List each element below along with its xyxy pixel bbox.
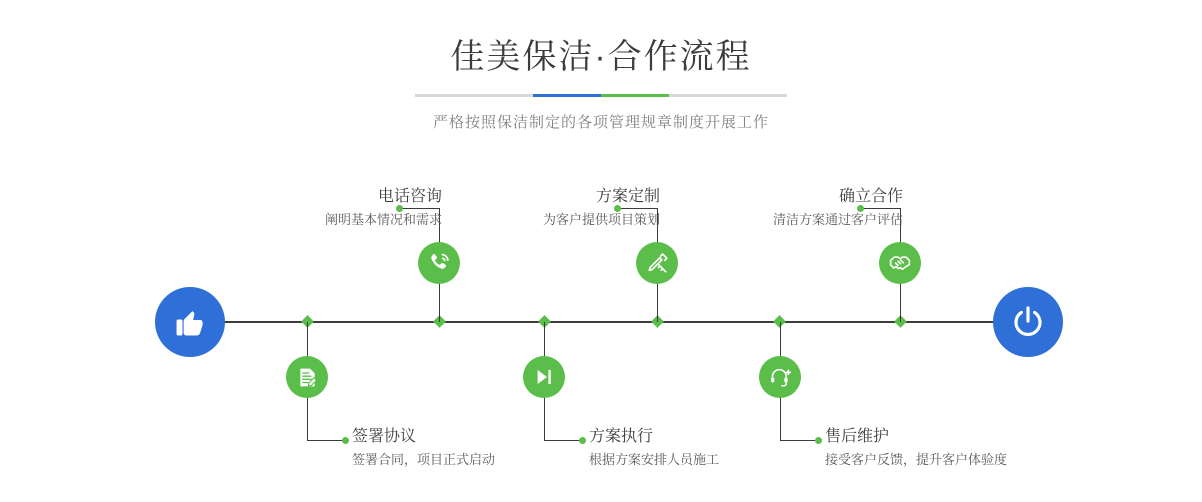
step-title-3: 方案定制 [595, 188, 660, 205]
end-node [993, 287, 1063, 357]
divider-segment-green [601, 94, 669, 97]
power-icon [1010, 304, 1046, 340]
step-desc-5: 清洁方案通过客户评估 [772, 212, 903, 227]
step-label-2 [352, 426, 495, 470]
step-icon-3 [636, 242, 678, 284]
pen-ruler-icon [646, 252, 669, 275]
step-label-4 [589, 426, 719, 470]
connector-hline-6 [780, 440, 818, 441]
play-forward-icon [533, 366, 555, 388]
step-icon-4 [523, 356, 565, 398]
step-label-3 [466, 186, 660, 230]
divider-segment-blue [533, 94, 601, 97]
step-label-6 [825, 426, 1007, 470]
step-desc-6: 接受客户反馈，提升客户体验度 [825, 452, 1008, 467]
step-title-4: 方案执行 [589, 428, 654, 445]
connector-hline-4 [544, 440, 582, 441]
connector-tip-2 [342, 437, 349, 444]
page-subtitle: 严格按照保洁制定的各项管理规章制度开展工作 [432, 114, 769, 131]
thumbs-up-icon [173, 305, 207, 339]
phone-call-icon [427, 251, 451, 275]
document-edit-icon [296, 366, 319, 389]
step-desc-3: 为客户提供项目策划 [542, 212, 660, 227]
step-icon-2 [286, 356, 328, 398]
step-desc-1: 阐明基本情况和需求 [324, 212, 442, 227]
header [0, 34, 1202, 132]
step-title-2: 签署协议 [352, 428, 417, 445]
connector-hline-2 [307, 440, 345, 441]
step-icon-1 [418, 242, 460, 284]
connector-tip-6 [815, 437, 822, 444]
start-node [155, 287, 225, 357]
step-desc-2: 签署合同，项目正式启动 [352, 452, 496, 467]
step-title-1: 电话咨询 [377, 188, 442, 205]
step-title-5: 确立合作 [838, 188, 903, 205]
title-divider [415, 94, 787, 97]
step-label-5 [700, 186, 903, 230]
step-title-6: 售后维护 [825, 428, 890, 445]
handshake-icon [888, 251, 912, 275]
headset-support-icon [769, 366, 792, 389]
step-desc-4: 根据方案安排人员施工 [589, 452, 720, 467]
step-icon-6 [759, 356, 801, 398]
connector-tip-4 [579, 437, 586, 444]
page-title: 佳美保洁·合作流程 [450, 38, 752, 76]
step-label-1 [252, 186, 442, 230]
timeline-axis [155, 321, 1047, 323]
step-icon-5 [879, 242, 921, 284]
